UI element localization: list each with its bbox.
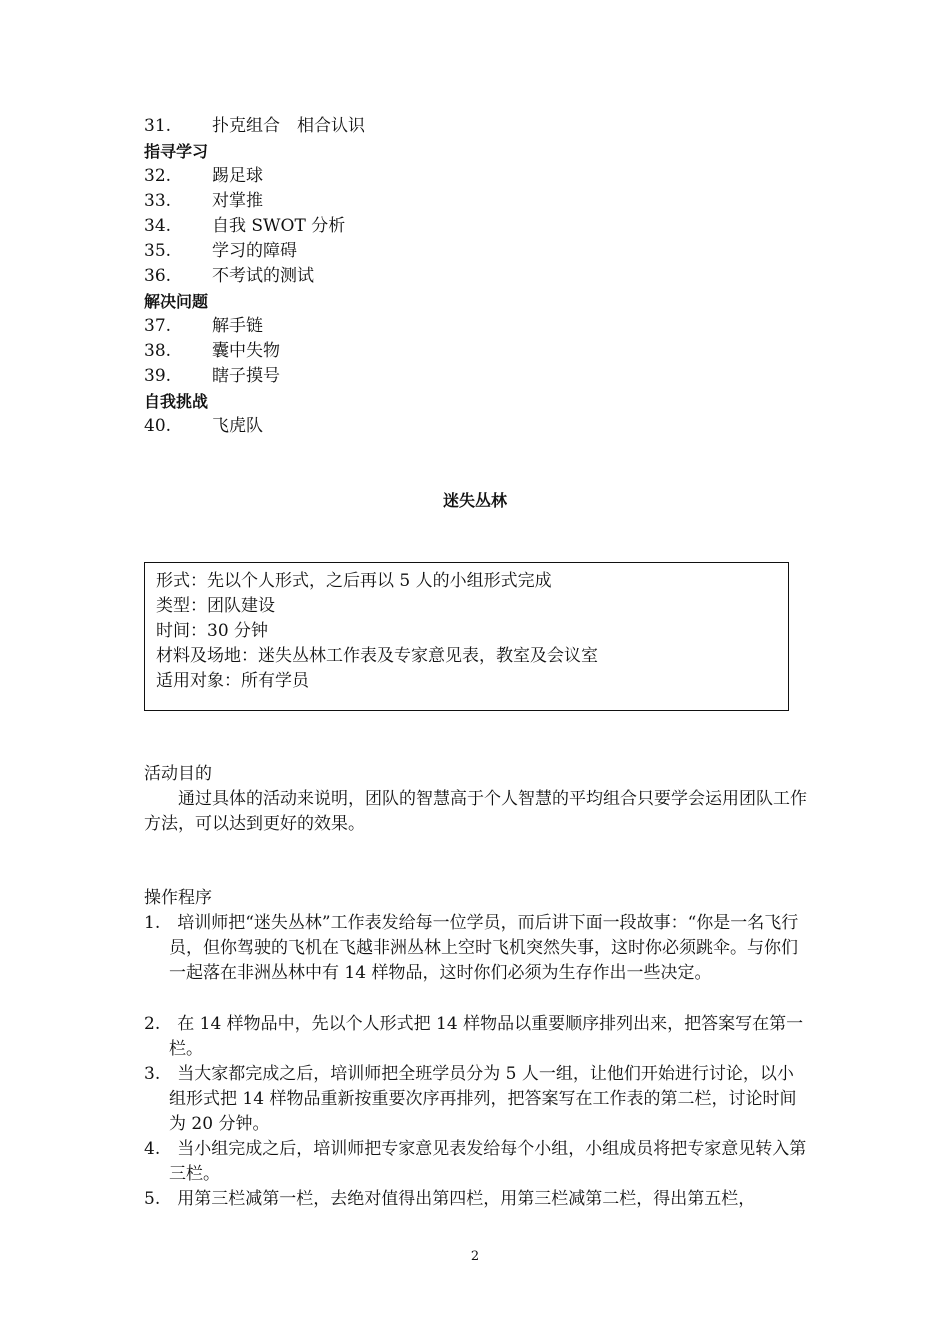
- list-item-text: 不考试的测试: [212, 266, 314, 286]
- procedure-step-4: 4. 当小组完成之后，培训师把专家意见表发给每个小组，小组成员将把专家意见转入第三栏。: [144, 1139, 807, 1184]
- procedure-heading: 操作程序: [144, 888, 212, 908]
- list-item-number: 40.: [144, 416, 172, 436]
- list-item-number: 39.: [144, 366, 172, 386]
- info-format: 形式：先以个人形式，之后再以 5 人的小组形式完成: [156, 571, 552, 591]
- list-item: [144, 364, 280, 389]
- info-audience: 适用对象：所有学员: [156, 671, 309, 691]
- page-number: 2: [470, 1249, 480, 1264]
- procedure-step-2: 2. 在 14 样物品中，先以个人形式把 14 样物品以重要顺序排列出来，把答案写在第一栏。: [144, 1014, 804, 1059]
- activity-info-box: [144, 562, 789, 711]
- list-item-text: 自我 SWOT 分析: [212, 216, 346, 236]
- list-item: [144, 189, 263, 214]
- list-item-number: 38.: [144, 341, 172, 361]
- objective-body: 通过具体的活动来说明，团队的智慧高于个人智慧的平均组合只要学会运用团队工作方法，可以达到更好的效果。: [144, 789, 807, 834]
- list-item: [144, 164, 263, 189]
- list-item-number: 32.: [144, 166, 172, 186]
- list-item-number: 31.: [144, 116, 172, 136]
- list-item: [144, 314, 263, 339]
- list-item-text: 学习的障碍: [212, 241, 297, 261]
- section-heading-problem-solving: 解决问题: [144, 292, 209, 311]
- list-item: [144, 414, 263, 439]
- list-item-number: 36.: [144, 266, 172, 286]
- list-item: [144, 239, 297, 264]
- list-item-text: 飞虎队: [212, 416, 263, 436]
- list-item-text: 瞎子摸号: [212, 366, 280, 386]
- procedure-step-1: 1. 培训师把“迷失丛林”工作表发给每一位学员，而后讲下面一段故事：“你是一名飞行员，但你驾驶的飞机在飞越非洲丛林上空时飞机突然失事，这时你必须跳伞。与你们一起落在非洲丛林中有 14 样物品，这时你们必须为生存作出一些决定。: [144, 913, 799, 983]
- list-item-number: 35.: [144, 241, 172, 261]
- procedure-step-3: 3. 当大家都完成之后，培训师把全班学员分为 5 人一组，让他们开始进行讨论，以小组形式把 14 样物品重新按重要次序再排列，把答案写在工作表的第二栏，讨论时间为 20 分钟。: [144, 1064, 797, 1134]
- list-item: [144, 114, 365, 139]
- procedure-step-5: 5. 用第三栏减第一栏，去绝对值得出第四栏，用第三栏减第二栏，得出第五栏，: [144, 1189, 756, 1209]
- list-item-text: 囊中失物: [212, 341, 280, 361]
- list-item-number: 37.: [144, 316, 172, 336]
- list-item-number: 34.: [144, 216, 172, 236]
- list-item-text: 扑克组合 相合认识: [212, 116, 365, 136]
- list-item-number: 33.: [144, 191, 172, 211]
- list-item-text: 踢足球: [212, 166, 263, 186]
- list-item-text: 对掌推: [212, 191, 263, 211]
- section-heading-guided-learning: 指寻学习: [144, 142, 209, 161]
- list-item: [144, 264, 314, 289]
- list-item-text: 解手链: [212, 316, 263, 336]
- objective-heading: 活动目的: [144, 764, 212, 784]
- list-item: [144, 214, 345, 239]
- section-heading-self-challenge: 自我挑战: [144, 392, 209, 411]
- info-time: 时间：30 分钟: [156, 621, 269, 641]
- list-item: [144, 339, 280, 364]
- activity-title: 迷失丛林: [442, 491, 507, 510]
- info-materials: 材料及场地：迷失丛林工作表及专家意见表，教室及会议室: [156, 646, 598, 666]
- info-type: 类型：团队建设: [156, 596, 275, 616]
